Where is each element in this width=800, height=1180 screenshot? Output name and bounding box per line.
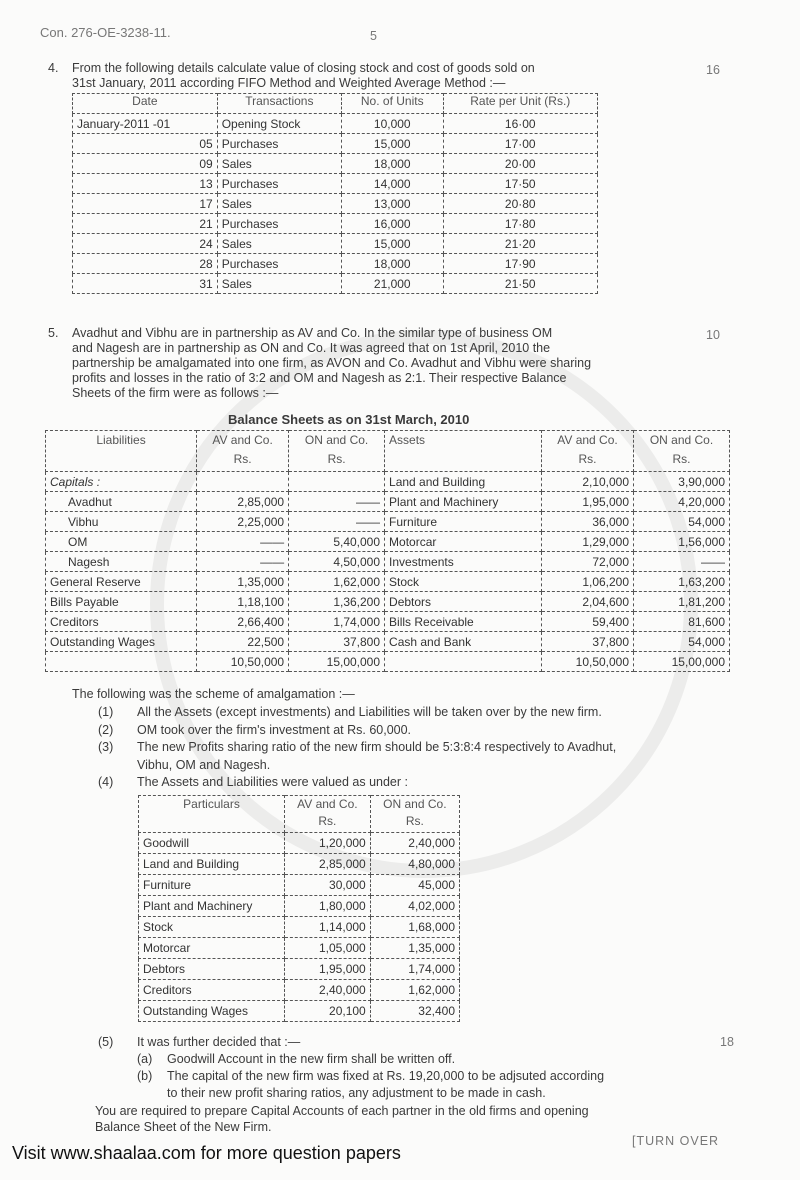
table-cell: 2,25,000 bbox=[197, 512, 289, 532]
further-item-number: (b) bbox=[137, 1069, 153, 1083]
table-row bbox=[46, 632, 730, 652]
table-cell: Motorcar bbox=[385, 532, 542, 552]
scheme-intro: The following was the scheme of amalgamation :— bbox=[72, 687, 355, 701]
column-header: Particulars bbox=[139, 796, 285, 833]
scheme-item-number: (2) bbox=[98, 722, 114, 737]
table-cell: Plant and Machinery bbox=[385, 492, 542, 512]
column-header: AV and Co. Rs. bbox=[541, 431, 633, 472]
table-cell: —— bbox=[289, 512, 385, 532]
column-header: AV and Co. Rs. bbox=[285, 796, 371, 833]
table-cell: 54,000 bbox=[634, 512, 730, 532]
balance-sheet-title: Balance Sheets as on 31st March, 2010 bbox=[228, 412, 470, 427]
further-item-text: Goodwill Account in the new firm shall be written off. bbox=[167, 1052, 456, 1066]
table-cell: 21,000 bbox=[341, 274, 443, 294]
table-cell: 20·00 bbox=[443, 154, 597, 174]
table-cell: 17·90 bbox=[443, 254, 597, 274]
table-row bbox=[46, 532, 730, 552]
page-number: 5 bbox=[370, 29, 377, 43]
table-cell: Bills Payable bbox=[46, 592, 197, 612]
column-header: ON and Co. Rs. bbox=[289, 431, 385, 472]
header-row bbox=[139, 796, 460, 833]
table-cell: 15,00,000 bbox=[634, 652, 730, 672]
column-header: Assets bbox=[385, 431, 542, 472]
column-header: Liabilities bbox=[46, 431, 197, 472]
valuation-table bbox=[138, 795, 460, 1022]
table-cell: 1,36,200 bbox=[289, 592, 385, 612]
table-cell: 1,74,000 bbox=[370, 959, 459, 980]
q4-marks: 16 bbox=[706, 63, 720, 77]
turn-over: [TURN OVER bbox=[632, 1134, 720, 1148]
column-header: Rate per Unit (Rs.) bbox=[443, 94, 597, 114]
q4-text-line-2: 31st January, 2011 according FIFO Method and Weighted Average Method :— bbox=[72, 76, 506, 90]
table-cell: 4,80,000 bbox=[370, 854, 459, 875]
column-header: Date bbox=[73, 94, 218, 114]
table-cell: 16·00 bbox=[443, 114, 597, 134]
table-cell bbox=[385, 652, 542, 672]
table-cell: 21·50 bbox=[443, 274, 597, 294]
q5-text-line: Sheets of the firm were as follows :— bbox=[72, 386, 279, 400]
table-cell: 24 bbox=[73, 234, 218, 254]
table-cell: Sales bbox=[217, 234, 341, 254]
table-cell: 20,100 bbox=[285, 1001, 371, 1022]
column-header: AV and Co. Rs. bbox=[197, 431, 289, 472]
table-row bbox=[73, 134, 598, 154]
table-cell: 21 bbox=[73, 214, 218, 234]
table-cell: Nagesh bbox=[46, 552, 197, 572]
table-cell: 5,40,000 bbox=[289, 532, 385, 552]
header-row bbox=[46, 431, 730, 472]
table-row bbox=[73, 254, 598, 274]
further-item-text: The capital of the new firm was fixed at Rs. 19,20,000 to be adjsuted according bbox=[167, 1069, 605, 1083]
table-cell: Purchases bbox=[217, 214, 341, 234]
table-cell: Vibhu bbox=[46, 512, 197, 532]
table-cell bbox=[289, 472, 385, 492]
table-cell: 1,81,200 bbox=[634, 592, 730, 612]
table-cell: 45,000 bbox=[370, 875, 459, 896]
column-header: ON and Co. Rs. bbox=[634, 431, 730, 472]
table-row bbox=[139, 833, 460, 854]
table-cell: 1,20,000 bbox=[285, 833, 371, 854]
table-row bbox=[46, 572, 730, 592]
further-item-number: (a) bbox=[137, 1052, 153, 1066]
table-cell: 3,90,000 bbox=[634, 472, 730, 492]
table-row bbox=[73, 174, 598, 194]
scheme-item-text: OM took over the firm's investment at Rs. 60,000. bbox=[137, 722, 412, 737]
table-cell: 4,20,000 bbox=[634, 492, 730, 512]
table-cell: 1,14,000 bbox=[285, 917, 371, 938]
table-cell: 17·50 bbox=[443, 174, 597, 194]
table-row bbox=[139, 917, 460, 938]
table-cell: Opening Stock bbox=[217, 114, 341, 134]
table-cell: Goodwill bbox=[139, 833, 285, 854]
scheme-item-number: (4) bbox=[98, 775, 114, 789]
table-row bbox=[46, 652, 730, 672]
table-cell: Land and Building bbox=[139, 854, 285, 875]
table-cell: 1,62,000 bbox=[289, 572, 385, 592]
table-cell: 32,400 bbox=[370, 1001, 459, 1022]
table-cell: Outstanding Wages bbox=[46, 632, 197, 652]
table-row bbox=[73, 114, 598, 134]
paper-code: Con. 276-OE-3238-11. bbox=[40, 25, 171, 40]
table-row bbox=[73, 274, 598, 294]
table-cell: Creditors bbox=[139, 980, 285, 1001]
table-cell: Purchases bbox=[217, 254, 341, 274]
table-cell: OM bbox=[46, 532, 197, 552]
table-row bbox=[73, 214, 598, 234]
table-cell: 2,40,000 bbox=[370, 833, 459, 854]
table-cell bbox=[197, 472, 289, 492]
header-row bbox=[73, 94, 598, 114]
table-cell: 1,29,000 bbox=[541, 532, 633, 552]
table-cell: 17·80 bbox=[443, 214, 597, 234]
table-row bbox=[46, 512, 730, 532]
table-cell: 18,000 bbox=[341, 254, 443, 274]
table-cell: 72,000 bbox=[541, 552, 633, 572]
table-row bbox=[139, 980, 460, 1001]
further-text: It was further decided that :— bbox=[137, 1035, 301, 1049]
table-cell: Purchases bbox=[217, 174, 341, 194]
table-row bbox=[139, 959, 460, 980]
q4-text-line-1: From the following details calculate value of closing stock and cost of goods sold on bbox=[72, 61, 535, 75]
table-cell: Furniture bbox=[139, 875, 285, 896]
table-cell bbox=[46, 652, 197, 672]
table-cell: 1,35,000 bbox=[197, 572, 289, 592]
q5-text-line: and Nagesh are in partnership as ON and Co. It was agreed that on 1st April, 2010 the bbox=[72, 341, 551, 355]
table-cell: 2,10,000 bbox=[541, 472, 633, 492]
table-row bbox=[139, 938, 460, 959]
table-cell: Cash and Bank bbox=[385, 632, 542, 652]
table-row bbox=[46, 592, 730, 612]
table-cell: 2,04,600 bbox=[541, 592, 633, 612]
further-item-text: to their new profit sharing ratios, any adjustment to be made in cash. bbox=[167, 1086, 546, 1100]
q4-number: 4. bbox=[48, 61, 59, 75]
table-cell: 1,05,000 bbox=[285, 938, 371, 959]
scheme-item-number: (1) bbox=[98, 705, 114, 719]
table-cell: —— bbox=[634, 552, 730, 572]
table-cell: 1,74,000 bbox=[289, 612, 385, 632]
table-row bbox=[139, 875, 460, 896]
table-row bbox=[46, 472, 730, 492]
table-cell: Plant and Machinery bbox=[139, 896, 285, 917]
q5-text-line: profits and losses in the ratio of 3:2 and OM and Nagesh as 2:1. Their respective Balance bbox=[72, 371, 567, 385]
table-cell: 10,50,000 bbox=[197, 652, 289, 672]
q5-text-line: partnership be amalgamated into one firm, as AVON and Co. Avadhut and Vibhu were sharing bbox=[72, 356, 592, 370]
table-row bbox=[139, 854, 460, 875]
table-row bbox=[73, 154, 598, 174]
table-cell: 1,63,200 bbox=[634, 572, 730, 592]
table-cell: 54,000 bbox=[634, 632, 730, 652]
table-cell: Furniture bbox=[385, 512, 542, 532]
table-cell: Motorcar bbox=[139, 938, 285, 959]
table-cell: 18,000 bbox=[341, 154, 443, 174]
table-cell: Sales bbox=[217, 154, 341, 174]
table-row bbox=[46, 552, 730, 572]
table-cell: 05 bbox=[73, 134, 218, 154]
table-cell: 31 bbox=[73, 274, 218, 294]
table-cell: 1,56,000 bbox=[634, 532, 730, 552]
table-cell: 28 bbox=[73, 254, 218, 274]
column-header: No. of Units bbox=[341, 94, 443, 114]
table-cell: 4,02,000 bbox=[370, 896, 459, 917]
scheme-item-text: The Assets and Liabilities were valued as under : bbox=[137, 775, 408, 789]
table-cell: —— bbox=[197, 532, 289, 552]
table-cell: Investments bbox=[385, 552, 542, 572]
scheme-item-text: All the Assets (except investments) and Liabilities will be taken over by the new firm. bbox=[137, 705, 602, 719]
table-cell: 1,18,100 bbox=[197, 592, 289, 612]
table-cell: Sales bbox=[217, 194, 341, 214]
table-row bbox=[73, 194, 598, 214]
q5-marks: 10 bbox=[706, 328, 720, 342]
scheme-item-text: The new Profits sharing ratio of the new firm should be 5:3:8:4 respectively to Avadhut, bbox=[137, 740, 617, 754]
table-cell: 1,35,000 bbox=[370, 938, 459, 959]
table-cell: 30,000 bbox=[285, 875, 371, 896]
table-cell: 10,000 bbox=[341, 114, 443, 134]
table-cell: —— bbox=[289, 492, 385, 512]
table-cell: 1,95,000 bbox=[541, 492, 633, 512]
table-cell: Capitals : bbox=[46, 472, 197, 492]
table-cell: 2,85,000 bbox=[285, 854, 371, 875]
table-cell: 36,000 bbox=[541, 512, 633, 532]
table-cell: Avadhut bbox=[46, 492, 197, 512]
table-cell: 17 bbox=[73, 194, 218, 214]
table-row bbox=[73, 234, 598, 254]
footer-link-text: Visit www.shaalaa.com for more question papers bbox=[12, 1143, 401, 1163]
table-cell: Bills Receivable bbox=[385, 612, 542, 632]
table-cell: Land and Building bbox=[385, 472, 542, 492]
column-header: ON and Co. Rs. bbox=[370, 796, 459, 833]
table-cell: 09 bbox=[73, 154, 218, 174]
table-cell: 13,000 bbox=[341, 194, 443, 214]
scheme-item-number: (3) bbox=[98, 740, 114, 754]
table-cell: —— bbox=[197, 552, 289, 572]
further-number: (5) bbox=[98, 1035, 114, 1049]
table-cell: Stock bbox=[139, 917, 285, 938]
balance-sheet-table bbox=[45, 430, 730, 672]
table-cell: 2,85,000 bbox=[197, 492, 289, 512]
table-cell: 20·80 bbox=[443, 194, 597, 214]
table-cell: 59,400 bbox=[541, 612, 633, 632]
table-cell: Creditors bbox=[46, 612, 197, 632]
table-cell: Sales bbox=[217, 274, 341, 294]
table-cell: 10,50,000 bbox=[541, 652, 633, 672]
table-cell: 1,95,000 bbox=[285, 959, 371, 980]
stock-table bbox=[72, 93, 598, 294]
table-cell: General Reserve bbox=[46, 572, 197, 592]
required-line-2: Balance Sheet of the New Firm. bbox=[95, 1120, 272, 1134]
table-cell: January-2011 -01 bbox=[73, 114, 218, 134]
table-row bbox=[139, 896, 460, 917]
table-cell: 13 bbox=[73, 174, 218, 194]
table-cell: Debtors bbox=[385, 592, 542, 612]
q5-number: 5. bbox=[48, 326, 59, 340]
table-cell: 2,40,000 bbox=[285, 980, 371, 1001]
column-header: Transactions bbox=[217, 94, 341, 114]
table-cell: 17·00 bbox=[443, 134, 597, 154]
table-cell: 16,000 bbox=[341, 214, 443, 234]
table-cell: 81,600 bbox=[634, 612, 730, 632]
table-cell: Debtors bbox=[139, 959, 285, 980]
required-line-1: You are required to prepare Capital Accounts of each partner in the old firms and opening bbox=[95, 1104, 589, 1118]
table-cell: Stock bbox=[385, 572, 542, 592]
table-cell: 37,800 bbox=[541, 632, 633, 652]
table-cell: 37,800 bbox=[289, 632, 385, 652]
table-cell: 1,80,000 bbox=[285, 896, 371, 917]
table-row bbox=[139, 1001, 460, 1022]
table-cell: Purchases bbox=[217, 134, 341, 154]
table-cell: 15,00,000 bbox=[289, 652, 385, 672]
q5-text-line: Avadhut and Vibhu are in partnership as AV and Co. In the similar type of business OM bbox=[72, 326, 553, 340]
table-cell: Outstanding Wages bbox=[139, 1001, 285, 1022]
table-cell: 1,06,200 bbox=[541, 572, 633, 592]
table-cell: 15,000 bbox=[341, 234, 443, 254]
table-row bbox=[46, 612, 730, 632]
table-cell: 2,66,400 bbox=[197, 612, 289, 632]
table-cell: 21·20 bbox=[443, 234, 597, 254]
scheme-item-text: Vibhu, OM and Nagesh. bbox=[137, 757, 271, 772]
table-cell: 22,500 bbox=[197, 632, 289, 652]
table-cell: 4,50,000 bbox=[289, 552, 385, 572]
table-cell: 1,62,000 bbox=[370, 980, 459, 1001]
table-cell: 15,000 bbox=[341, 134, 443, 154]
table-cell: 1,68,000 bbox=[370, 917, 459, 938]
table-row bbox=[46, 492, 730, 512]
side-mark: 18 bbox=[720, 1035, 734, 1049]
table-cell: 14,000 bbox=[341, 174, 443, 194]
